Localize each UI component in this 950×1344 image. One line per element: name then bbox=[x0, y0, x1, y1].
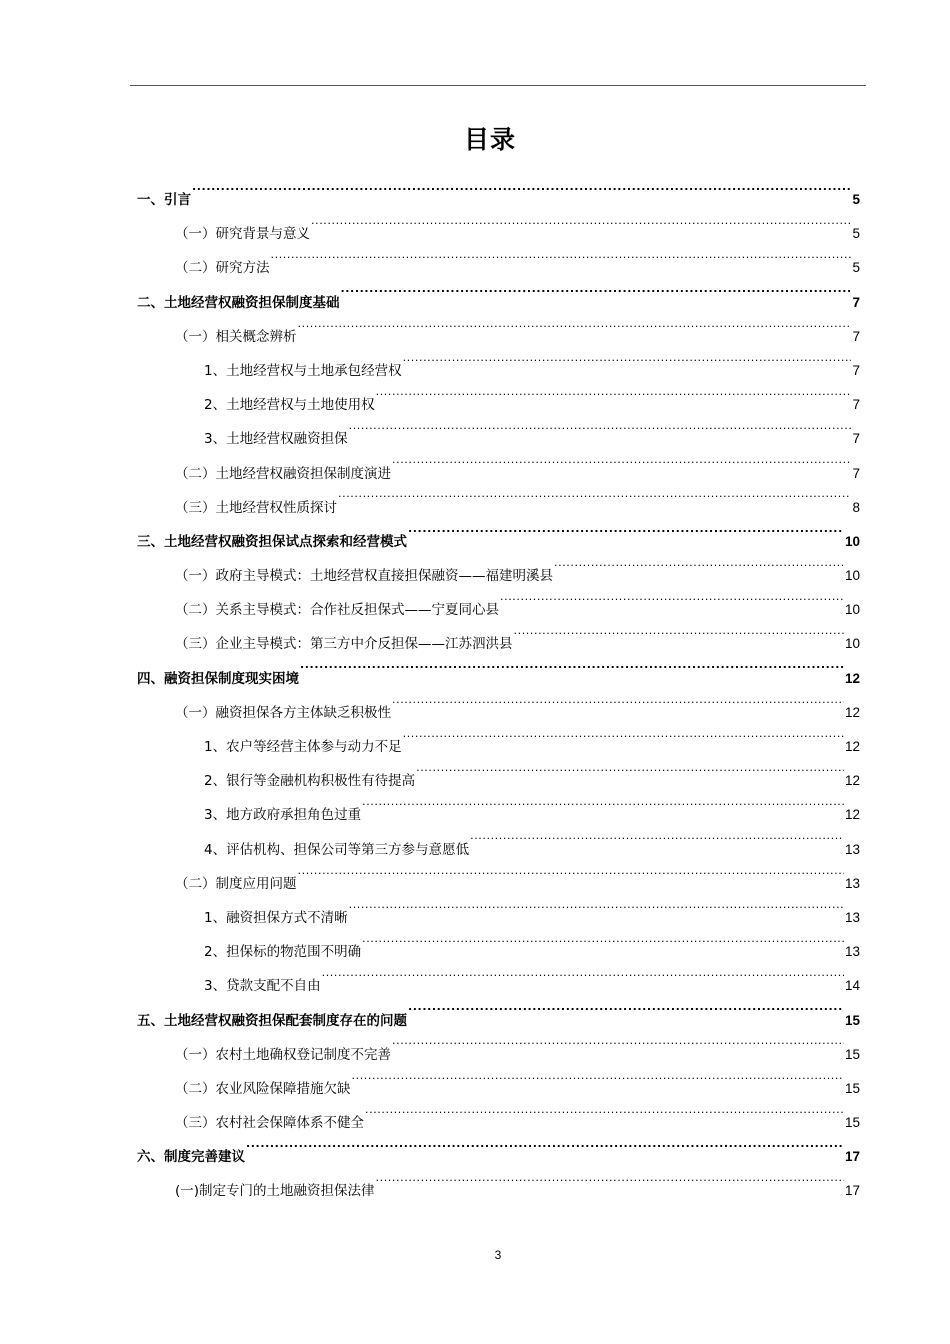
toc-entry-label: （一）融资担保各方主体缺乏积极性 bbox=[175, 704, 391, 721]
toc-dot-leader bbox=[469, 820, 844, 854]
toc-entry-label: （二）土地经营权融资担保制度演进 bbox=[175, 465, 391, 482]
toc-entry-label: （一）农村土地确权登记制度不完善 bbox=[175, 1046, 391, 1063]
toc-entry[interactable] bbox=[137, 1127, 860, 1166]
toc-entry-label: （一）研究背景与意义 bbox=[175, 226, 310, 243]
toc-dot-leader bbox=[297, 854, 844, 888]
toc-entry-label: （二）研究方法 bbox=[175, 260, 270, 277]
page-number: 3 bbox=[494, 1248, 502, 1262]
toc-entry-label: 五、土地经营权融资担保配套制度存在的问题 bbox=[137, 1012, 407, 1029]
toc-entry[interactable] bbox=[137, 204, 860, 243]
toc-dot-leader bbox=[361, 785, 844, 819]
toc-dot-leader bbox=[375, 1161, 844, 1195]
toc-entry-label: 三、土地经营权融资担保试点探索和经营模式 bbox=[137, 533, 407, 550]
toc-dot-leader bbox=[337, 478, 851, 512]
toc-dot-leader bbox=[553, 546, 844, 580]
toc-dot-leader bbox=[348, 409, 852, 443]
toc-entry-page: 15 bbox=[844, 1080, 860, 1096]
toc-entry-page: 12 bbox=[844, 704, 860, 720]
toc-dot-leader bbox=[375, 375, 852, 409]
toc-entry-page: 13 bbox=[844, 944, 860, 960]
toc-dot-leader bbox=[310, 204, 851, 238]
toc-entry-label: 六、制度完善建议 bbox=[137, 1149, 245, 1166]
toc-dot-leader bbox=[415, 751, 844, 785]
toc-entry-label: 1、融资担保方式不清晰 bbox=[204, 909, 348, 926]
toc-entry-label: 二、土地经营权融资担保制度基础 bbox=[137, 294, 340, 311]
toc-dot-leader bbox=[270, 238, 852, 272]
toc-entry-page: 12 bbox=[844, 773, 860, 789]
toc-entry-label: 2、土地经营权与土地使用权 bbox=[204, 397, 375, 414]
toc-entry-page: 10 bbox=[844, 568, 860, 584]
toc-entry-label: （三）农村社会保障体系不健全 bbox=[175, 1115, 364, 1132]
toc-entry-page: 7 bbox=[852, 397, 860, 413]
toc-dot-leader bbox=[402, 717, 844, 751]
toc-entry-page: 5 bbox=[852, 260, 860, 276]
toc-dot-leader bbox=[321, 956, 844, 990]
toc-entry-page: 5 bbox=[852, 192, 860, 207]
toc-entry-page: 7 bbox=[852, 328, 860, 344]
toc-entry-label: 4、评估机构、担保公司等第三方参与意愿低 bbox=[204, 841, 470, 858]
toc-entry-page: 12 bbox=[844, 739, 860, 754]
toc-entry-label: （二）制度应用问题 bbox=[175, 875, 297, 892]
toc-dot-leader bbox=[299, 649, 844, 683]
toc-dot-leader bbox=[391, 1025, 844, 1059]
toc-entry-label: 3、地方政府承担角色过重 bbox=[204, 807, 362, 824]
toc-entry-label: （三）土地经营权性质探讨 bbox=[175, 499, 337, 516]
toc-dot-leader bbox=[297, 307, 852, 341]
toc-entry-page: 15 bbox=[844, 1012, 860, 1028]
toc-entry-page: 17 bbox=[844, 1149, 860, 1165]
toc-dot-leader bbox=[361, 922, 844, 956]
toc-entry-page: 17 bbox=[844, 1183, 860, 1199]
toc-dot-leader bbox=[351, 1059, 844, 1093]
toc-dot-leader bbox=[391, 444, 851, 478]
toc-dot-leader bbox=[340, 273, 852, 307]
toc-dot-leader bbox=[191, 170, 851, 204]
toc-entry[interactable] bbox=[137, 1161, 860, 1200]
toc-dot-leader bbox=[499, 580, 844, 614]
toc-entry-page: 7 bbox=[852, 465, 860, 481]
toc-entry-page: 15 bbox=[844, 1115, 860, 1131]
toc-entry-page: 13 bbox=[844, 909, 860, 925]
toc-entry-label: 一、引言 bbox=[137, 192, 191, 208]
toc-entry-label: 2、担保标的物范围不明确 bbox=[204, 944, 362, 961]
toc-entry-page: 10 bbox=[844, 602, 860, 618]
toc-entry-label: （一）相关概念辨析 bbox=[175, 328, 297, 345]
toc-dot-leader bbox=[391, 683, 844, 717]
toc-dot-leader bbox=[364, 1093, 844, 1127]
toc-entry-page: 12 bbox=[844, 670, 860, 686]
toc-entry-page: 14 bbox=[844, 978, 860, 994]
toc-dot-leader bbox=[407, 512, 844, 546]
toc-entry-page: 12 bbox=[844, 807, 860, 823]
toc-dot-leader bbox=[402, 341, 852, 375]
toc-entry-label: 3、土地经营权融资担保 bbox=[204, 431, 348, 448]
header-rule bbox=[130, 85, 866, 86]
toc-title: 目录 bbox=[463, 125, 516, 154]
toc-entry-label: 1、农户等经营主体参与动力不足 bbox=[204, 739, 402, 755]
toc-entry-page: 13 bbox=[844, 875, 860, 891]
toc-entry-page: 13 bbox=[844, 841, 860, 857]
toc-entry-page: 7 bbox=[852, 362, 860, 378]
toc-entry-label: 2、银行等金融机构积极性有待提高 bbox=[204, 773, 416, 790]
toc-entry-page: 5 bbox=[852, 226, 860, 242]
toc-entry-label: （二）关系主导模式：合作社反担保式——宁夏同心县 bbox=[175, 602, 499, 619]
toc-dot-leader bbox=[407, 991, 844, 1025]
toc-entry-page: 7 bbox=[852, 294, 860, 310]
toc-entry-label: 四、融资担保制度现实困境 bbox=[137, 670, 299, 687]
toc-entry-label: （一）政府主导模式：土地经营权直接担保融资——福建明溪县 bbox=[175, 568, 553, 585]
toc-dot-leader bbox=[348, 888, 844, 922]
toc-entry-label: (一)制定专门的土地融资担保法律 bbox=[175, 1183, 375, 1200]
toc-entry-page: 10 bbox=[844, 636, 860, 652]
toc-entry-page: 15 bbox=[844, 1046, 860, 1062]
toc-entry-page: 10 bbox=[844, 533, 860, 549]
toc-entry[interactable] bbox=[137, 170, 860, 208]
toc-entry-label: 1、土地经营权与土地承包经营权 bbox=[204, 362, 402, 379]
toc-entry-label: （二）农业风险保障措施欠缺 bbox=[175, 1080, 351, 1097]
toc-entry-page: 7 bbox=[852, 431, 860, 447]
toc-entry-page: 8 bbox=[852, 499, 860, 515]
toc-list bbox=[137, 170, 860, 1200]
toc-dot-leader bbox=[513, 614, 844, 648]
toc-dot-leader bbox=[245, 1127, 844, 1161]
toc-entry-label: 3、贷款支配不自由 bbox=[204, 978, 321, 995]
toc-entry-label: （三）企业主导模式：第三方中介反担保——江苏泗洪县 bbox=[175, 636, 513, 653]
